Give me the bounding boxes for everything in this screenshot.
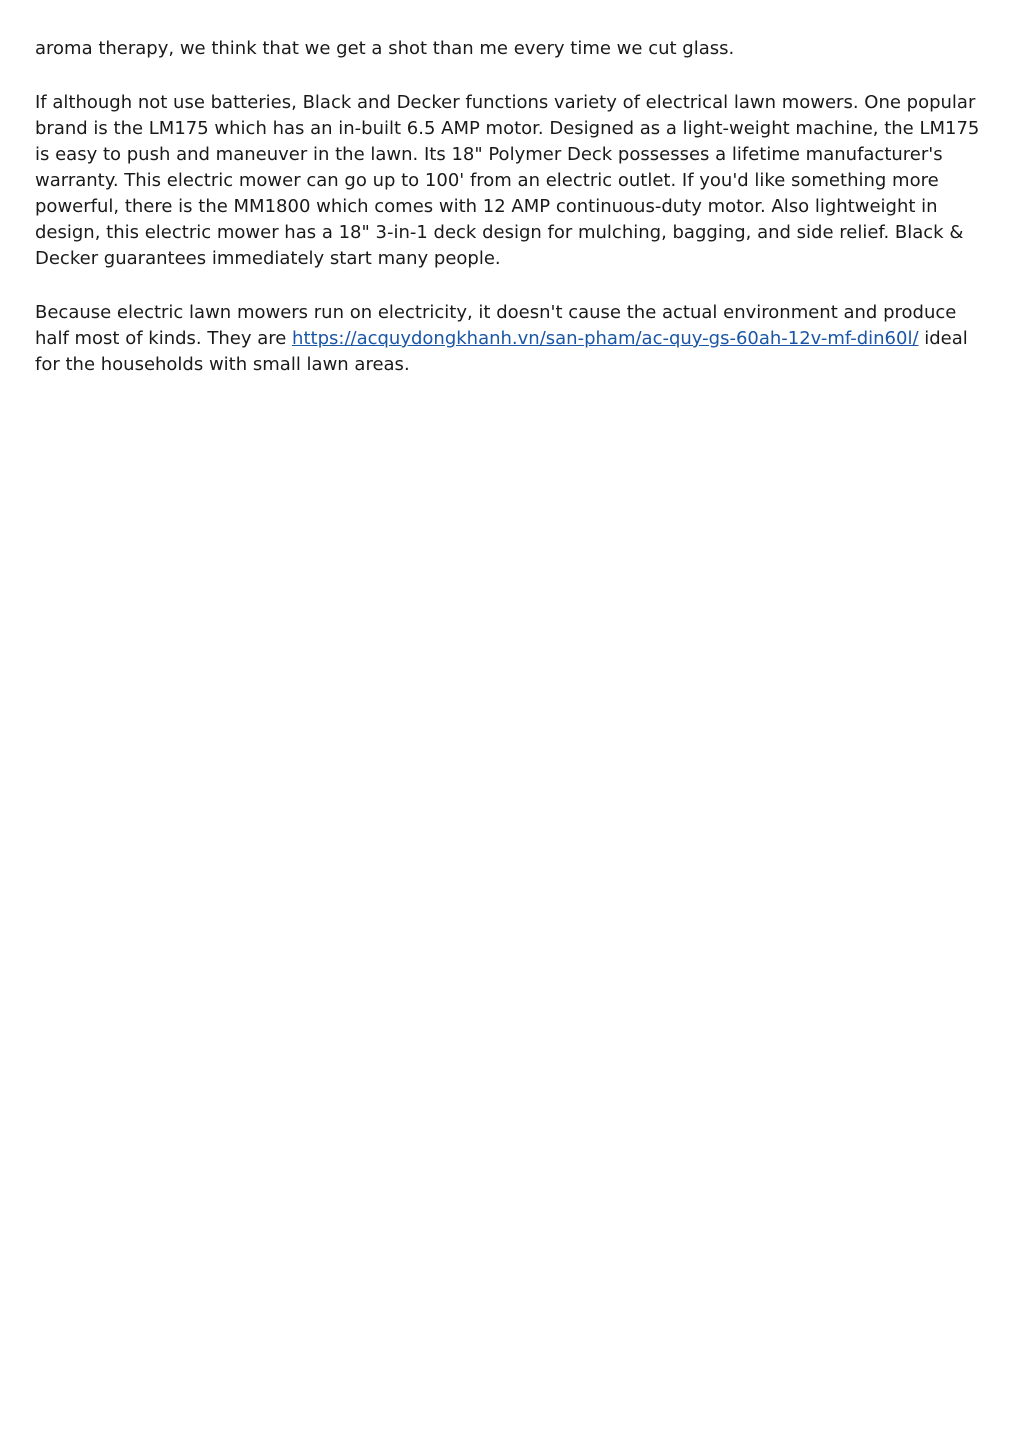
paragraph-2: If although not use batteries, Black and Decker functions variety of electrical lawn mowers. One popular brand is the LM175 which has an in-built 6.5 AMP motor. Designed as a light-weight machine, the LM175 is easy to push and maneuver in the lawn. Its 18" Polymer Deck possesses a lifetime manufacturer's warranty. This electric mower can go up to 100' from an electric outlet. If you'd like something more powerful, there is the MM1800 which comes with 12 AMP continuous-duty motor. Also lightweight in design, this electric mower has a 18" 3-in-1 deck design for mulching, bagging, and side relief. Black & Decker guarantees immediately start many people. (35, 92, 980, 269)
document-page (35, 36, 991, 406)
paragraph-3-text-after-link: ideal for the households with small lawn areas. (35, 328, 968, 375)
paragraph-1: aroma therapy, we think that we get a shot than me every time we cut glass. (35, 38, 735, 59)
battery-product-link[interactable]: https://acquydongkhanh.vn/san-pham/ac-quy-gs-60ah-12v-mf-din60l/ (292, 328, 919, 349)
paragraph-3-text-before-link: Because electric lawn mowers run on electricity, it doesn't cause the actual environment and produce half most of kinds. They are (35, 302, 957, 349)
paragraph-3 (35, 300, 991, 378)
